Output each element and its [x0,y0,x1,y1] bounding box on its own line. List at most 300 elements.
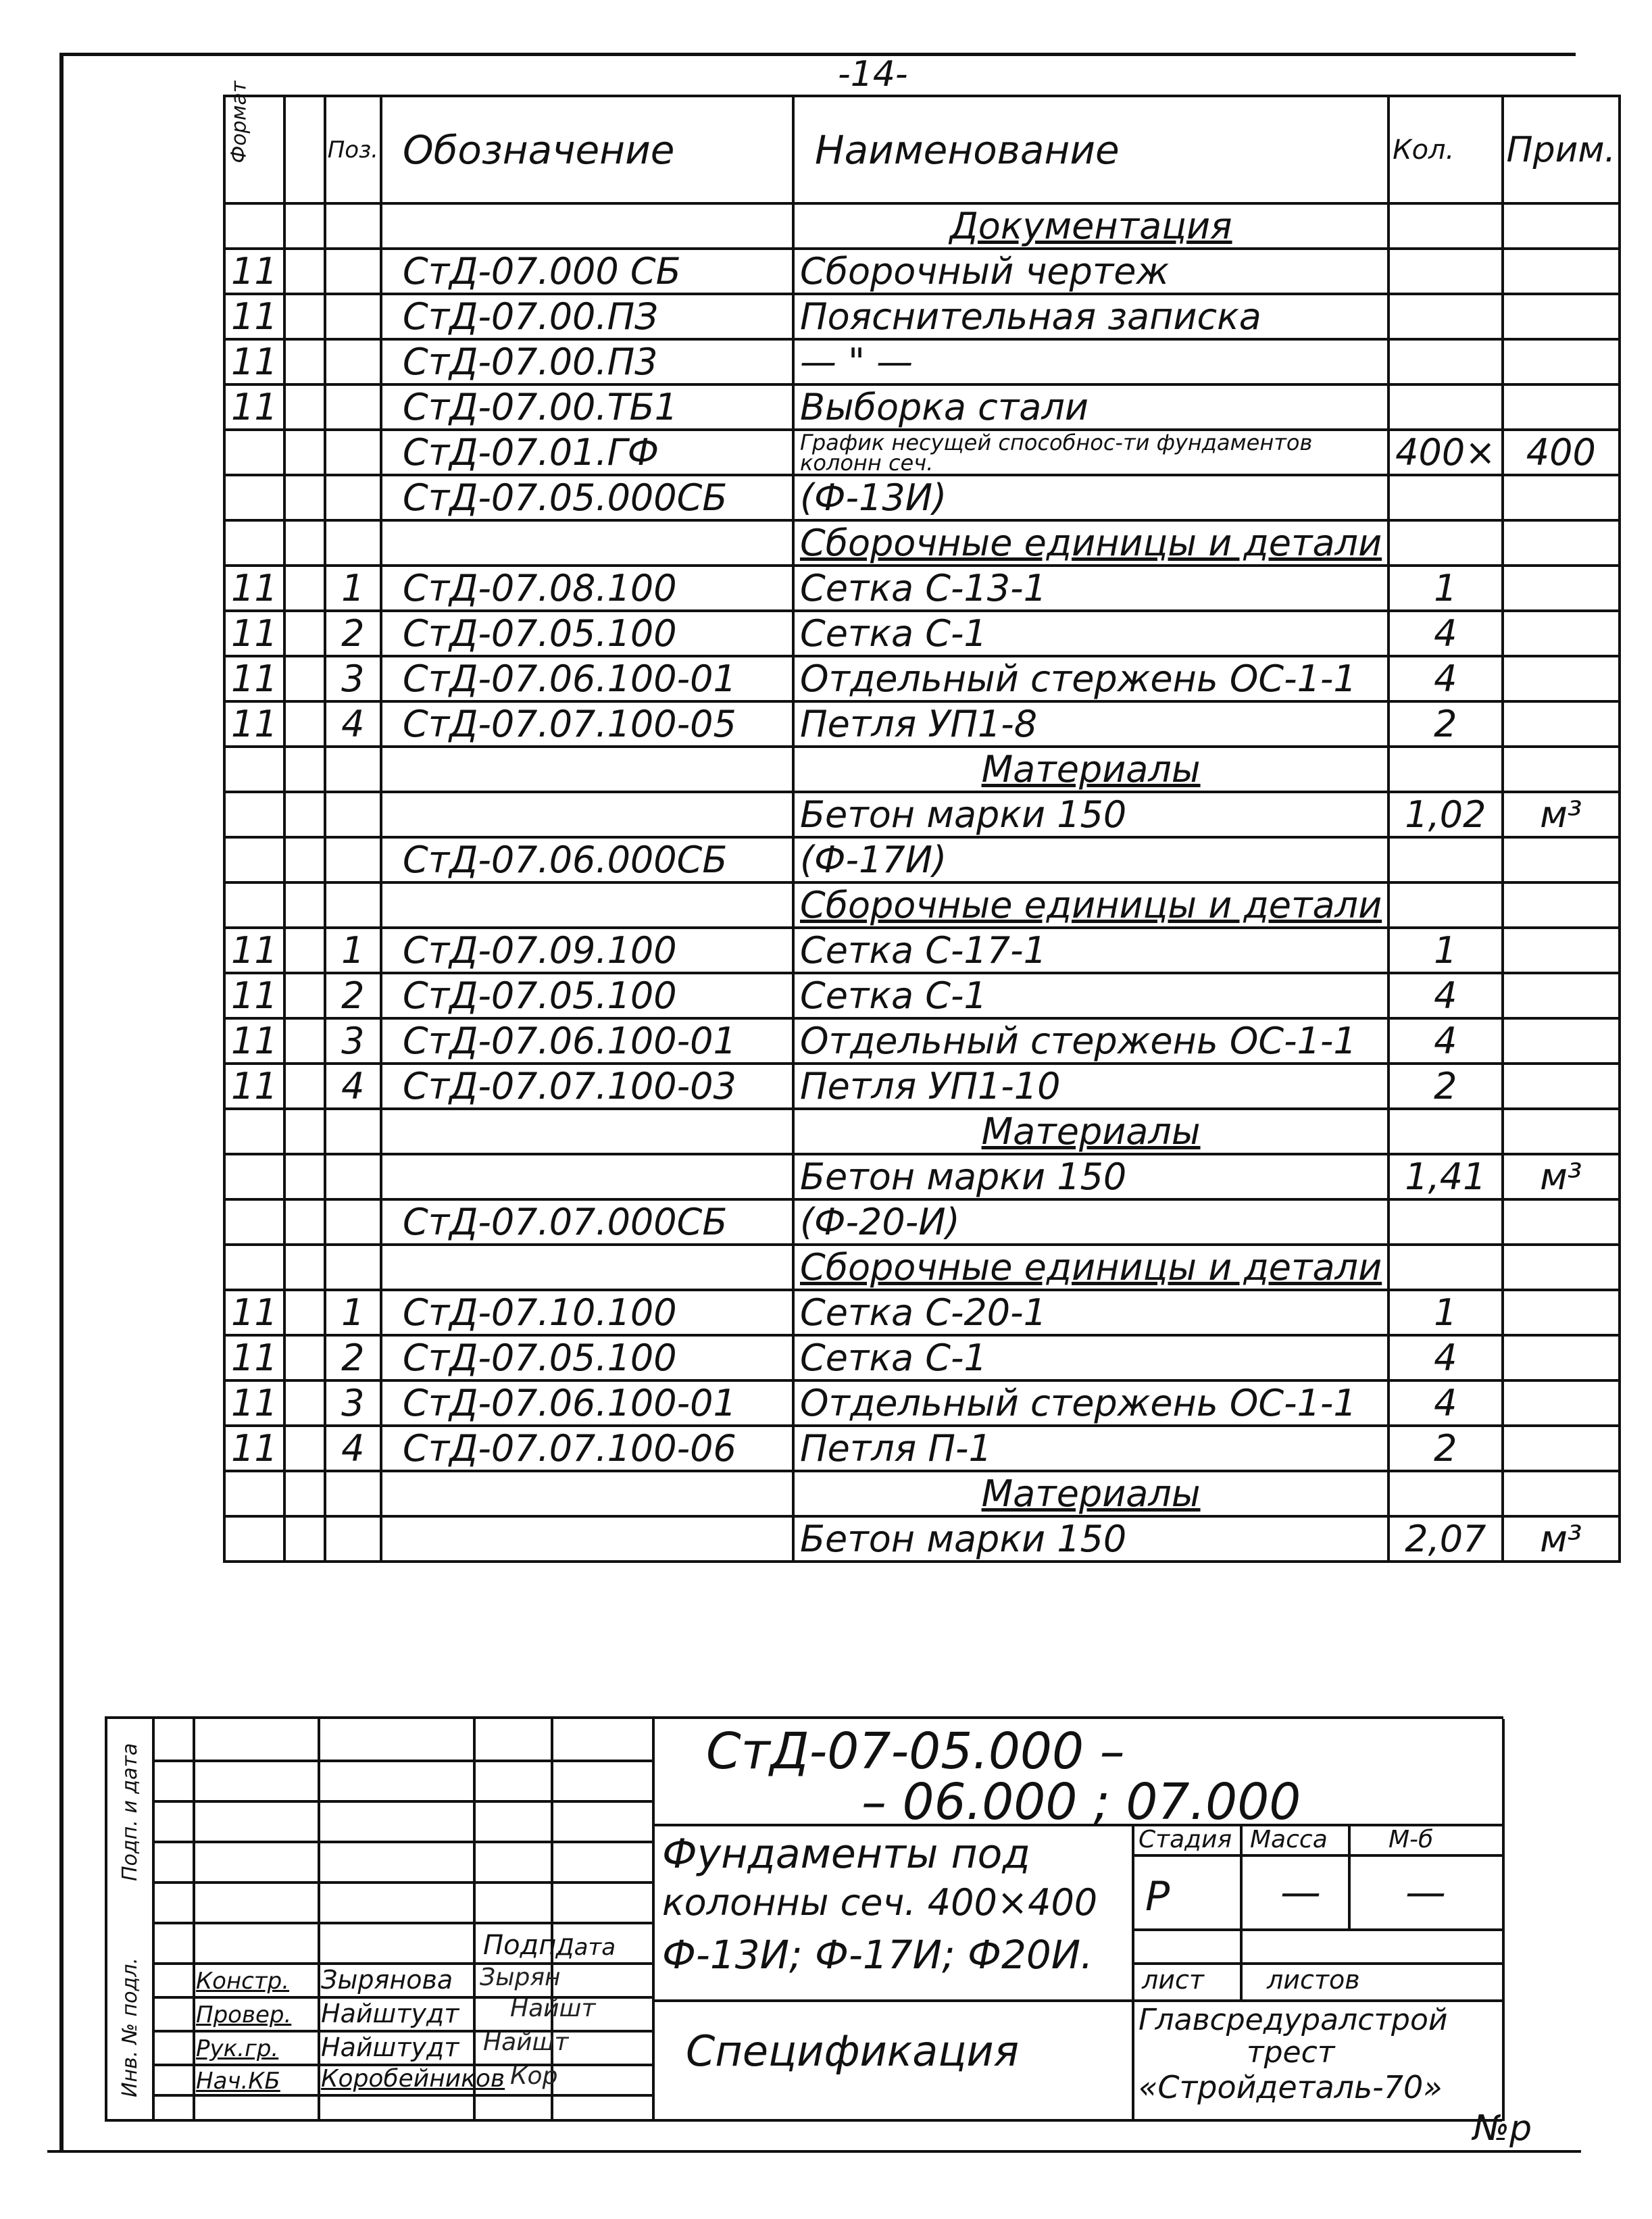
cell-note [1503,294,1620,339]
scale-label: М-б [1388,1826,1434,1853]
cell-pos [325,837,381,882]
cell-pos: 4 [325,1426,381,1471]
cell-name: Сетка С-13-1 [793,566,1388,611]
cell-zone [284,1335,325,1380]
cell-designation: СтД-07.00.ТБ1 [381,384,793,430]
table-row [224,1018,1620,1064]
table-row [224,1064,1620,1109]
cell-qty [1388,747,1502,792]
cell-format [224,837,284,882]
cell-pos [325,1245,381,1290]
cell-name: — " — [793,339,1388,384]
cell-pos [325,339,381,384]
cell-format: 11 [224,928,284,973]
cell-name: (Ф-20-И) [793,1199,1388,1245]
table-row [224,203,1620,249]
divider [1348,1824,1351,1928]
cell-pos [325,520,381,566]
cell-pos: 2 [325,1335,381,1380]
table-row [224,339,1620,384]
cell-designation [381,1471,793,1516]
table-row [224,611,1620,656]
divider [1132,1824,1134,2121]
table-header [224,96,1620,203]
cell-designation [381,1109,793,1154]
cell-designation: СтД-07.07.100-06 [381,1426,793,1471]
cell-pos [325,1199,381,1245]
cell-note [1503,203,1620,249]
cell-designation [381,1245,793,1290]
cell-qty: 1,41 [1388,1154,1502,1199]
cell-zone [284,611,325,656]
cell-pos [325,1471,381,1516]
cell-note [1503,973,1620,1018]
cell-qty: 1 [1388,928,1502,973]
cell-format [224,520,284,566]
table-row [224,1380,1620,1426]
staff-signature: Найшт [510,1995,596,2022]
cell-zone [284,1199,325,1245]
cell-note [1503,928,1620,973]
divider [152,1800,652,1803]
divider [152,1841,652,1843]
cell-note [1503,249,1620,294]
header-pos: Поз. [325,96,381,203]
cell-designation: СтД-07.09.100 [381,928,793,973]
staff-signature: Кор [510,2062,558,2090]
cell-name: Сборочные единицы и детали [793,520,1388,566]
mass-value: — [1280,1869,1321,1916]
cell-zone [284,1380,325,1426]
cell-note [1503,701,1620,747]
table-row [224,475,1620,520]
cell-zone [284,430,325,475]
cell-pos [325,294,381,339]
table-row [224,1154,1620,1199]
cell-qty: 400× [1388,430,1502,475]
cell-zone [284,294,325,339]
cell-designation: СтД-07.05.100 [381,973,793,1018]
cell-zone [284,747,325,792]
cell-designation: СтД-07.000 СБ [381,249,793,294]
divider [652,1999,1502,2002]
cell-note [1503,837,1620,882]
bottom-border [47,2150,1581,2153]
cell-pos [325,1154,381,1199]
cell-note [1503,384,1620,430]
cell-note [1503,1290,1620,1335]
cell-name: Сетка С-1 [793,1335,1388,1380]
specification-table [223,80,1621,1563]
title-block [105,1716,1503,2121]
cell-format: 11 [224,294,284,339]
cell-format [224,1471,284,1516]
cell-zone [284,656,325,701]
cell-name: Материалы [793,1471,1388,1516]
cell-note [1503,1335,1620,1380]
staff-name: Коробейников [321,2065,505,2093]
cell-format [224,1516,284,1562]
cell-zone [284,339,325,384]
cell-name: Материалы [793,747,1388,792]
cell-zone [284,837,325,882]
divider [473,1719,476,2121]
cell-pos [325,1516,381,1562]
cell-name: График несущей способнос-ти фундаментов колонн сеч. [793,430,1388,475]
cell-qty [1388,249,1502,294]
cell-format [224,747,284,792]
cell-name: Пояснительная записка [793,294,1388,339]
cell-note [1503,1245,1620,1290]
cell-name: Сетка С-20-1 [793,1290,1388,1335]
mass-label: Масса [1250,1826,1328,1853]
cell-qty: 4 [1388,1018,1502,1064]
cell-qty: 4 [1388,611,1502,656]
divider [1502,1719,1505,2121]
cell-designation [381,1516,793,1562]
cell-qty: 1 [1388,1290,1502,1335]
stage-value: Р [1145,1873,1170,1920]
cell-note [1503,475,1620,520]
cell-pos [325,384,381,430]
cell-zone [284,1109,325,1154]
staff-name: Зырянова [321,1965,453,1995]
cell-name: (Ф-13И) [793,475,1388,520]
table-row [224,1290,1620,1335]
cell-note [1503,1064,1620,1109]
cell-format: 11 [224,611,284,656]
cell-qty [1388,294,1502,339]
cell-note [1503,656,1620,701]
sheet-label: лист [1142,1965,1205,1995]
header-name: Наименование [793,96,1388,203]
cell-name: Петля УП1-10 [793,1064,1388,1109]
divider [318,1719,320,2121]
cell-pos: 1 [325,928,381,973]
cell-format: 11 [224,1335,284,1380]
cell-format: 11 [224,566,284,611]
cell-designation: СтД-07.08.100 [381,566,793,611]
cell-qty: 4 [1388,1380,1502,1426]
table-row [224,566,1620,611]
side-label-inventory: Инв. № подл. [118,1958,142,2097]
header-qty: Кол. [1388,96,1502,203]
cell-pos [325,475,381,520]
cell-note [1503,1380,1620,1426]
table-row [224,294,1620,339]
cell-qty: 2 [1388,701,1502,747]
table-row [224,928,1620,973]
header-zone [284,96,325,203]
cell-note [1503,1471,1620,1516]
cell-format: 11 [224,339,284,384]
cell-name: Петля УП1-8 [793,701,1388,747]
divider [105,1719,107,2121]
cell-name: Сетка С-1 [793,611,1388,656]
cell-format [224,1109,284,1154]
cell-note [1503,1109,1620,1154]
side-label-sign-date: Подп. и дата [118,1743,142,1881]
cell-format: 11 [224,1426,284,1471]
cell-designation [381,520,793,566]
cell-pos: 1 [325,566,381,611]
cell-zone [284,1018,325,1064]
cell-name: Отдельный стержень ОС-1-1 [793,656,1388,701]
cell-format [224,1245,284,1290]
cell-name: Отдельный стержень ОС-1-1 [793,1380,1388,1426]
header-note: Прим. [1503,96,1620,203]
divider [152,1719,155,2121]
document-code-line-2: – 06.000 ; 07.000 [861,1773,1301,1831]
table-row [224,1245,1620,1290]
staff-role: Провер. [196,2001,292,2028]
divider [193,1719,195,2121]
cell-qty: 1 [1388,566,1502,611]
cell-pos [325,249,381,294]
document-type: Спецификация [686,2026,1020,2076]
staff-name: Найштудт [321,2033,459,2062]
cell-designation: СтД-07.01.ГФ [381,430,793,475]
date-column-label: Дата [556,1934,616,1961]
cell-format: 11 [224,1380,284,1426]
cell-qty: 4 [1388,656,1502,701]
cell-pos: 2 [325,973,381,1018]
cell-note [1503,566,1620,611]
cell-zone [284,1471,325,1516]
cell-format: 11 [224,656,284,701]
title-line-2: колонны сеч. 400×400 [662,1881,1098,1924]
cell-qty: 2 [1388,1064,1502,1109]
cell-name: Бетон марки 150 [793,792,1388,837]
cell-pos [325,882,381,928]
cell-format: 11 [224,1018,284,1064]
cell-pos: 4 [325,1064,381,1109]
staff-signature: Зырян [480,1964,561,1991]
divider [152,1760,652,1762]
organization-line-1: Главсредуралстрой [1138,2003,1448,2037]
cell-qty [1388,520,1502,566]
table-row [224,1335,1620,1380]
cell-pos: 4 [325,701,381,747]
staff-name: Найштудт [321,1999,459,2028]
cell-note: м³ [1503,792,1620,837]
cell-designation [381,203,793,249]
cell-zone [284,475,325,520]
cell-zone [284,384,325,430]
table-row [224,882,1620,928]
cell-designation: СтД-07.06.100-01 [381,1380,793,1426]
title-line-1: Фундаменты под [662,1830,1030,1878]
cell-qty: 4 [1388,1335,1502,1380]
divider [1132,1854,1502,1857]
cell-format: 11 [224,384,284,430]
cell-format [224,475,284,520]
cell-note: м³ [1503,1154,1620,1199]
cell-designation: СтД-07.10.100 [381,1290,793,1335]
corner-mark: №р [1473,2108,1532,2149]
header-designation: Обозначение [381,96,793,203]
header-format: Формат [224,96,284,203]
cell-name: Бетон марки 150 [793,1154,1388,1199]
cell-zone [284,1064,325,1109]
cell-qty [1388,837,1502,882]
cell-qty [1388,1199,1502,1245]
cell-qty [1388,882,1502,928]
divider [152,1881,652,1884]
cell-format: 11 [224,973,284,1018]
cell-pos: 2 [325,611,381,656]
page-number: -14- [838,54,908,95]
cell-zone [284,882,325,928]
cell-note: м³ [1503,1516,1620,1562]
table-row [224,837,1620,882]
cell-note [1503,611,1620,656]
cell-zone [284,203,325,249]
cell-qty: 2 [1388,1426,1502,1471]
cell-designation: СтД-07.07.000СБ [381,1199,793,1245]
sheets-label: листов [1267,1965,1360,1995]
cell-designation: СтД-07.00.ПЗ [381,294,793,339]
table-row [224,384,1620,430]
table-row [224,792,1620,837]
cell-designation [381,882,793,928]
cell-name: Отдельный стержень ОС-1-1 [793,1018,1388,1064]
cell-pos: 3 [325,656,381,701]
cell-format: 11 [224,701,284,747]
table-row [224,430,1620,475]
cell-note [1503,747,1620,792]
staff-role: Нач.КБ [196,2068,280,2095]
cell-name: Сборочные единицы и детали [793,1245,1388,1290]
cell-note [1503,1426,1620,1471]
cell-designation [381,747,793,792]
cell-zone [284,520,325,566]
cell-zone [284,792,325,837]
cell-name: Сборочные единицы и детали [793,882,1388,928]
cell-note [1503,520,1620,566]
divider [551,1719,553,2121]
organization-line-3: «Стройдеталь-70» [1138,2069,1443,2105]
cell-name: Выборка стали [793,384,1388,430]
cell-format [224,203,284,249]
cell-designation [381,792,793,837]
cell-note [1503,1199,1620,1245]
cell-pos [325,1109,381,1154]
table-row [224,1199,1620,1245]
divider [1132,1928,1502,1931]
title-line-3: Ф-13И; Ф-17И; Ф20И. [662,1932,1093,1978]
cell-name: Бетон марки 150 [793,1516,1388,1562]
cell-pos [325,203,381,249]
cell-qty [1388,1109,1502,1154]
cell-zone [284,249,325,294]
cell-note [1503,882,1620,928]
cell-name: Сетка С-17-1 [793,928,1388,973]
stage-label: Стадия [1138,1826,1232,1853]
cell-qty [1388,475,1502,520]
cell-qty [1388,384,1502,430]
cell-qty: 1,02 [1388,792,1502,837]
cell-format: 11 [224,249,284,294]
divider [1240,1824,1243,1999]
cell-designation: СтД-07.05.000СБ [381,475,793,520]
table-row [224,701,1620,747]
cell-zone [284,1245,325,1290]
cell-pos: 1 [325,1290,381,1335]
cell-format [224,1154,284,1199]
table-row [224,1516,1620,1562]
cell-qty: 4 [1388,973,1502,1018]
cell-qty [1388,1471,1502,1516]
cell-designation: СтД-07.07.100-05 [381,701,793,747]
cell-designation: СтД-07.07.100-03 [381,1064,793,1109]
cell-zone [284,1516,325,1562]
cell-name: Материалы [793,1109,1388,1154]
cell-pos: 3 [325,1018,381,1064]
divider [152,1922,652,1924]
cell-zone [284,1426,325,1471]
table-row [224,1426,1620,1471]
cell-format [224,882,284,928]
cell-designation [381,1154,793,1199]
cell-designation: СтД-07.06.100-01 [381,1018,793,1064]
cell-qty [1388,339,1502,384]
cell-pos [325,430,381,475]
cell-format [224,1199,284,1245]
table-row [224,973,1620,1018]
document-code-line-1: СтД-07-05.000 – [706,1722,1125,1780]
cell-zone [284,701,325,747]
cell-format: 11 [224,1290,284,1335]
cell-qty: 2,07 [1388,1516,1502,1562]
cell-zone [284,1154,325,1199]
cell-name: Документация [793,203,1388,249]
divider [652,1719,655,2121]
organization-line-2: трест [1247,2035,1335,2070]
cell-designation: СтД-07.06.000СБ [381,837,793,882]
cell-note [1503,339,1620,384]
cell-format [224,430,284,475]
cell-name: (Ф-17И) [793,837,1388,882]
scale-value: — [1405,1869,1446,1916]
table-row [224,1471,1620,1516]
table-row [224,1109,1620,1154]
divider [105,2119,1502,2122]
table-row [224,656,1620,701]
staff-signature: Найшт [483,2028,569,2056]
cell-qty [1388,203,1502,249]
cell-qty [1388,1245,1502,1290]
staff-role: Констр. [196,1968,290,1995]
cell-name: Петля П-1 [793,1426,1388,1471]
table-row [224,249,1620,294]
cell-zone [284,973,325,1018]
cell-zone [284,1290,325,1335]
cell-format: 11 [224,1064,284,1109]
staff-role: Рук.гр. [196,2035,279,2062]
table-row [224,520,1620,566]
sign-column-label: Подп. [483,1930,566,1961]
cell-pos [325,792,381,837]
cell-zone [284,928,325,973]
cell-designation: СтД-07.06.100-01 [381,656,793,701]
cell-designation: СтД-07.05.100 [381,1335,793,1380]
cell-note: 400 [1503,430,1620,475]
table-row [224,747,1620,792]
cell-zone [284,566,325,611]
cell-pos [325,747,381,792]
cell-name: Сборочный чертеж [793,249,1388,294]
